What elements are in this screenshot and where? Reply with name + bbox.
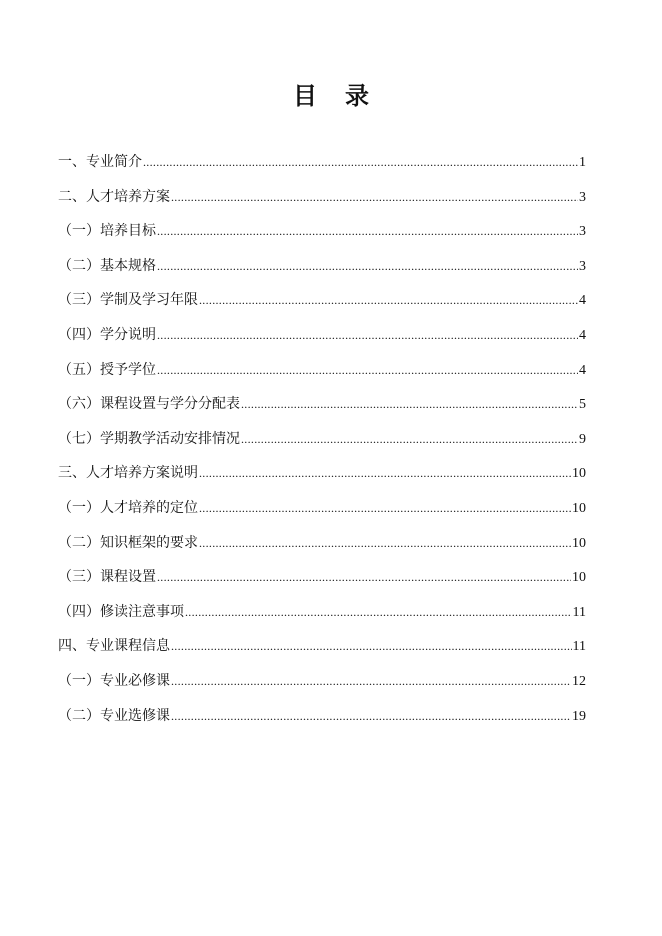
- toc-entry-label: （三）学制及学习年限: [58, 292, 198, 309]
- toc-entry[interactable]: [58, 635, 586, 670]
- toc-leader-dots: [185, 605, 572, 620]
- toc-entry-label: （二）知识框架的要求: [58, 534, 198, 551]
- title-char-1: 目: [293, 81, 317, 110]
- toc-entry-label: （三）课程设置: [58, 569, 156, 586]
- toc-entry[interactable]: [58, 186, 586, 221]
- toc-entry-page: 11: [572, 604, 586, 620]
- toc-entry-page: 19: [572, 708, 586, 724]
- toc-entry[interactable]: [58, 670, 586, 705]
- toc-leader-dots: [171, 674, 571, 689]
- toc-entry-label: （一）人才培养的定位: [58, 499, 198, 516]
- toc-entry[interactable]: [58, 532, 586, 567]
- toc-leader-dots: [171, 639, 572, 654]
- toc-entry-label: 二、人才培养方案: [58, 188, 170, 205]
- toc-entry[interactable]: [58, 497, 586, 532]
- toc-entry-page: 4: [579, 362, 586, 378]
- toc-leader-dots: [199, 293, 578, 308]
- toc-entry-label: （四）修读注意事项: [58, 603, 184, 620]
- toc-leader-dots: [199, 501, 571, 516]
- toc-leader-dots: [157, 328, 578, 343]
- toc-entry-page: 11: [572, 639, 586, 655]
- toc-entry-page: 4: [579, 293, 586, 309]
- table-of-contents: [58, 151, 586, 739]
- toc-entry-page: 10: [572, 466, 586, 482]
- toc-entry-page: 5: [579, 397, 586, 413]
- toc-entry-label: （四）学分说明: [58, 326, 156, 343]
- toc-leader-dots: [171, 709, 571, 724]
- toc-entry[interactable]: [58, 324, 586, 359]
- toc-entry[interactable]: [58, 289, 586, 324]
- toc-entry[interactable]: [58, 255, 586, 290]
- toc-leader-dots: [199, 466, 571, 481]
- toc-entry-label: （一）专业必修课: [58, 672, 170, 689]
- toc-leader-dots: [157, 570, 571, 585]
- toc-leader-dots: [199, 536, 571, 551]
- toc-entry[interactable]: [58, 705, 586, 740]
- toc-leader-dots: [157, 259, 578, 274]
- toc-entry-page: 3: [579, 224, 586, 240]
- toc-entry-page: 4: [579, 327, 586, 343]
- toc-entry-page: 3: [579, 258, 586, 274]
- toc-entry-label: 三、人才培养方案说明: [58, 465, 198, 482]
- toc-entry-label: （七）学期教学活动安排情况: [58, 430, 240, 447]
- toc-entry[interactable]: [58, 359, 586, 394]
- toc-leader-dots: [157, 363, 578, 378]
- toc-entry-label: （二）专业选修课: [58, 707, 170, 724]
- toc-entry[interactable]: [58, 566, 586, 601]
- toc-entry-page: 3: [579, 189, 586, 205]
- toc-entry[interactable]: [58, 151, 586, 186]
- toc-entry[interactable]: [58, 393, 586, 428]
- toc-entry-page: 9: [579, 431, 586, 447]
- toc-entry[interactable]: [58, 601, 586, 636]
- toc-entry-label: （六）课程设置与学分分配表: [58, 396, 240, 413]
- toc-entry[interactable]: [58, 428, 586, 463]
- toc-leader-dots: [171, 190, 578, 205]
- toc-entry-label: （二）基本规格: [58, 257, 156, 274]
- toc-entry-page: 10: [572, 535, 586, 551]
- toc-entry[interactable]: [58, 220, 586, 255]
- toc-leader-dots: [241, 432, 578, 447]
- toc-leader-dots: [241, 397, 578, 412]
- toc-entry-page: 1: [579, 155, 586, 170]
- toc-entry-label: （一）培养目标: [58, 223, 156, 240]
- title-char-2: 录: [345, 81, 369, 110]
- toc-entry-page: 10: [572, 500, 586, 516]
- toc-entry-label: 一、专业简介: [58, 154, 142, 170]
- toc-entry-page: 12: [572, 673, 586, 689]
- toc-entry-label: （五）授予学位: [58, 361, 156, 378]
- toc-entry-label: 四、专业课程信息: [58, 638, 170, 655]
- toc-entry[interactable]: [58, 462, 586, 497]
- toc-leader-dots: [157, 224, 578, 239]
- toc-leader-dots: [143, 155, 578, 170]
- page-title: [0, 76, 662, 111]
- toc-entry-page: 10: [572, 570, 586, 586]
